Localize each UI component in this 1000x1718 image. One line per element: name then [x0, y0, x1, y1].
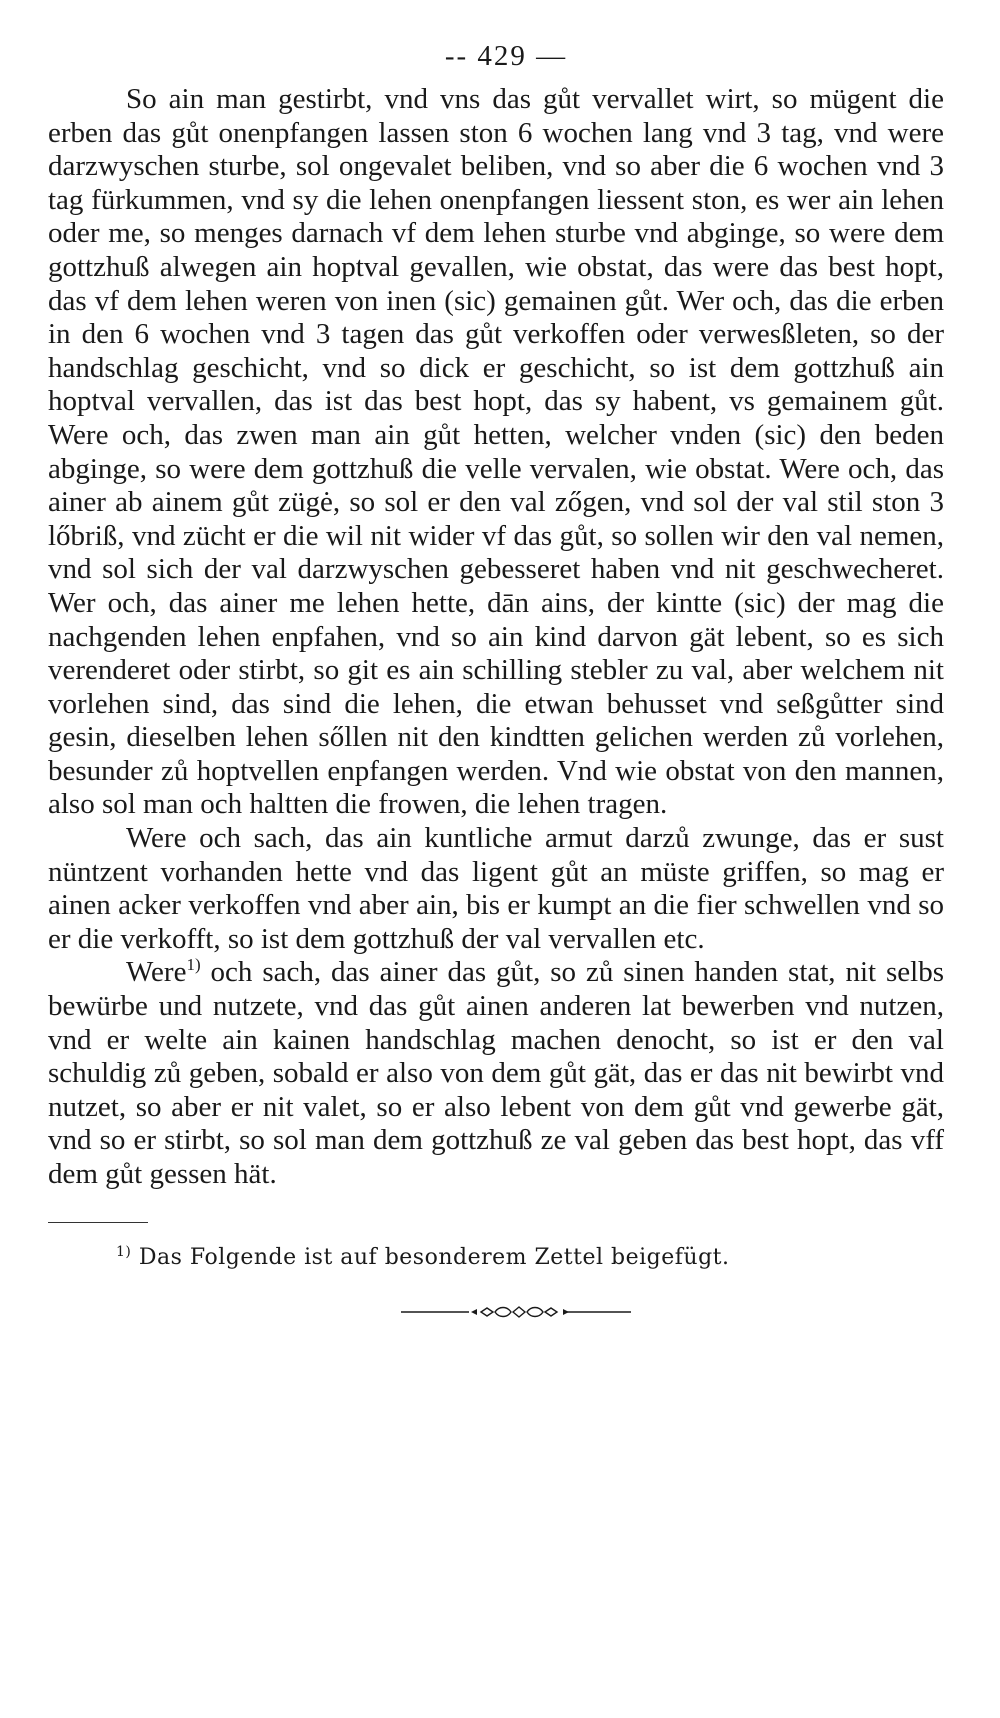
document-page — [48, 40, 944, 1320]
footnote-text: Das Folgende ist auf besonderem Zettel beigefügt. — [131, 1244, 730, 1270]
paragraph-2: Were och sach, das ain kuntliche armut darzů zwunge, das er sust nüntzent vorhanden hette vnd das ligent gůt an müste griffen, so mag er ainen acker verkoffen vnd aber ain, bis er kumpt an die fier schwellen vnd so er die verkofft, so ist dem gottzhuß der val vervallen etc. — [48, 822, 944, 955]
footnote-reference[interactable]: 1) — [186, 955, 201, 975]
paragraph-3 — [48, 956, 944, 1191]
footnote-separator — [48, 1222, 148, 1223]
paragraph-3-text: och sach, das ainer das gůt, so zů sinen handen stat, nit selbs bewürbe und nutzete, vnd das gůt ainen anderen lat bewerben vnd nutzen, vnd er welte ain kainen handschlag machen denocht, so ist er den val schuldig zů geben, sobald er also von dem gůt gät, das er das nit bewirbt vnd nutzet, so aber er nit valet, so er also lebent von dem gůt vnd gewerbe gät, vnd so er stirbt, so sol man dem gottzhuß ze val geben das best hopt, das vff dem gůt gessen hät. — [48, 956, 944, 1190]
body-text — [48, 83, 944, 1192]
decorative-rule-ornament-icon — [361, 1304, 631, 1320]
paragraph-3-lead: Were — [126, 956, 187, 989]
page-number: -- 429 — — [444, 40, 568, 72]
footnote-marker: 1) — [116, 1243, 132, 1260]
footnote — [116, 1245, 944, 1270]
paragraph-1: So ain man gestirbt, vnd vns das gůt vervallet wirt, so mügent die erben das gůt onenpfangen lassen ston 6 wochen lang vnd 3 tag, vnd were darzwyschen sturbe, sol ongevalet beliben, vnd so aber die 6 wochen vnd 3 tag fürkummen, vnd sy die lehen onenpfangen liessent ston, es wer ain lehen oder me, so menges darnach vf dem lehen sturbe vnd abginge, so were dem gottzhuß alwegen ain hoptval gevallen, wie obstat, das were das best hopt, das vf dem lehen weren von inen (sic) gemainen gůt. Wer och, das die erben in den 6 wochen vnd 3 tagen das gůt verkoffen oder verwesßleten, so der handschlag geschicht, vnd so dick er geschicht, so ist dem gottzhuß ain hoptval vervallen, das ist das best hopt, das sy habent, vs gemainem gůt. Were och, das zwen man ain gůt hetten, welcher vnden (sic) den beden abginge, so were dem gottzhuß die velle vervalen, wie obstat. Were och, das ainer ab ainem gůt zügė, so sol er den val zőgen, vnd sol der val stil ston 3 lőbriß, vnd zücht er die wil nit wider vf das gůt, so sollen wir den val nemen, vnd sol sich der val darzwyschen gebesseret haben vnd nit geschwecheret. Wer och, das ainer me lehen hette, dān ains, der kintte (sic) der mag die nachgenden lehen enpfahen, vnd so ain kind darvon gät lebent, so es sich verenderet oder stirbt, so git es ain schilling stebler zu val, aber welchem nit vorlehen sind, das sind die lehen, die etwan behusset vnd seßgůtter sind gesin, dieselben lehen sőllen nit den kindtten gelichen werden zů vorlehen, besunder zů hoptvellen enpfangen werden. Vnd wie obstat von den mannen, also sol man och haltten die frowen, die lehen tragen. — [48, 83, 944, 821]
